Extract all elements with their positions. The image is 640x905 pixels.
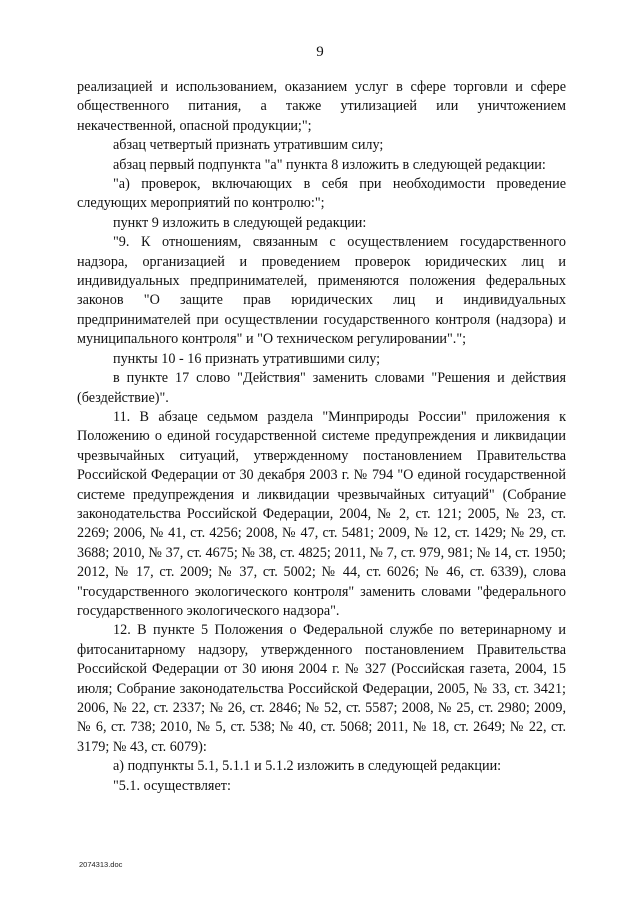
paragraph: 11. В абзаце седьмом раздела "Минприроды России" приложения к Положению о единой государственной системе предупреждения и ликвидации чрезвычайных ситуаций, утвержденному постановлением Правительства Российской Федерации от 30 декабря 2003 г. № 794 "О единой государственной системе предупреждения и ликвидации чрезвычайных ситуаций" (Собрание законодательства Российской Федерации, 2004, № 2, ст. 121; 2005, № 23, ст. 2269; 2006, № 41, ст. 4256; 2008, № 47, ст. 5481; 2009, № 12, ст. 1429; № 29, ст. 3688; 2010, № 37, ст. 4675; № 38, ст. 4825; 2011, № 7, ст. 979, 981; № 14, ст. 1950; 2012, № 17, ст. 2009; № 37, ст. 5002; № 44, ст. 6026; № 46, ст. 6339), слова "государственного экологического контроля" заменить словами "федерального государственного экологического надзора". bbox=[77, 408, 566, 619]
paragraph: абзац первый подпункта "а" пункта 8 изложить в следующей редакции: bbox=[113, 156, 546, 173]
document-body bbox=[77, 78, 566, 796]
paragraph: "а) проверок, включающих в себя при необходимости проведение следующих мероприятий по контролю:"; bbox=[77, 176, 566, 212]
paragraph: "5.1. осуществляет: bbox=[113, 777, 231, 794]
paragraph: 12. В пункте 5 Положения о Федеральной службе по ветеринарному и фитосанитарному надзору, утвержденного постановлением Правительства Российской Федерации от 30 июня 2004 г. № 327 (Российская газета, 2004, 15 июля; Собрание законодательства Российской Федерации, 2005, № 33, ст. 3421; 2006, № 22, ст. 2337; № 26, ст. 2846; № 52, ст. 5587; 2008, № 25, ст. 2980; 2009, № 6, ст. 738; 2010, № 5, ст. 538; № 40, ст. 5068; 2011, № 18, ст. 2649; № 22, ст. 3179; № 43, ст. 6079): bbox=[77, 622, 566, 755]
footer-filename: 2074313.doc bbox=[79, 860, 123, 869]
paragraph: пункты 10 - 16 признать утратившими силу; bbox=[113, 350, 381, 367]
paragraph: а) подпункты 5.1, 5.1.1 и 5.1.2 изложить в следующей редакции: bbox=[113, 758, 502, 775]
paragraph: реализацией и использованием, оказанием услуг в сфере торговли и сфере общественного питания, а также утилизацией или уничтожением некачественной, опасной продукции;"; bbox=[77, 79, 566, 134]
paragraph: "9. К отношениям, связанным с осуществлением государственного надзора, организацией и проведением проверок юридических лиц и индивидуальных предпринимателей, применяются положения федеральных законов "О защите прав юридических лиц и индивидуальных предпринимателей при осуществлении государственного контроля (надзора) и муниципального контроля" и "О техническом регулировании"."; bbox=[77, 234, 566, 348]
paragraph: пункт 9 изложить в следующей редакции: bbox=[113, 214, 367, 231]
paragraph: в пункте 17 слово "Действия" заменить словами "Решения и действия (бездействие)". bbox=[77, 370, 566, 406]
page-number: 9 bbox=[316, 44, 324, 60]
paragraph: абзац четвертый признать утратившим силу; bbox=[113, 137, 384, 154]
